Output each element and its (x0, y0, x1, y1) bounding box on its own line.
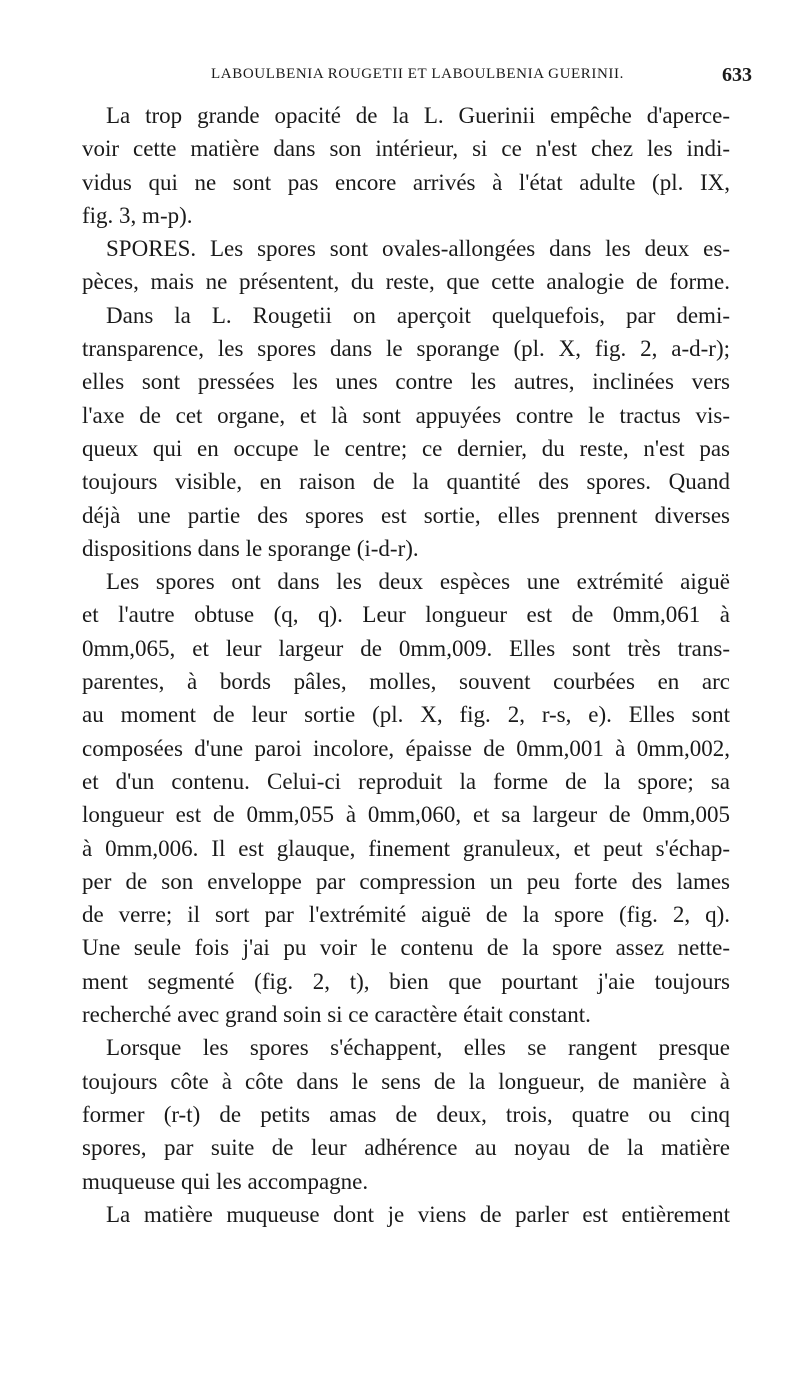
body-text (82, 99, 730, 1231)
text-line: queux qui en occupe le centre; ce dernier, du reste, n'est pas (82, 435, 730, 461)
text-line: toujours côte à côte dans le sens de la longueur, de manière à (82, 1068, 730, 1094)
text-line: recherché avec grand soin si ce caractère était constant. (82, 1002, 591, 1028)
text-line: voir cette matière dans son intérieur, si ce n'est chez les indi- (82, 136, 730, 162)
running-header: LABOULBENIA ROUGETII ET LABOULBENIA GUERINII. (211, 66, 624, 82)
text-line: toujours visible, en raison de la quantité des spores. Quand (82, 469, 730, 495)
text-line: et d'un contenu. Celui-ci reproduit la forme de la spore; sa (82, 768, 730, 794)
text-line: former (r-t) de petits amas de deux, trois, quatre ou cinq (82, 1101, 730, 1127)
text-line: spores, par suite de leur adhérence au noyau de la matière (82, 1135, 730, 1161)
text-line: longueur est de 0mm,055 à 0mm,060, et sa largeur de 0mm,005 (82, 802, 730, 828)
text-line: Les spores ont dans les deux espèces une extrémité aiguë (106, 569, 730, 595)
text-line: déjà une partie des spores est sortie, elles prennent diverses (82, 502, 730, 528)
text-line: Dans la L. Rougetii on aperçoit quelquefois, par demi- (106, 302, 730, 328)
text-line: elles sont pressées les unes contre les autres, inclinées vers (82, 369, 730, 395)
text-line: ment segmenté (fig. 2, t), bien que pourtant j'aie toujours (82, 968, 730, 994)
text-line: fig. 3, m-p). (82, 202, 193, 228)
text-line: de verre; il sort par l'extrémité aiguë de la spore (fig. 2, q). (82, 902, 730, 928)
text-line: Lorsque les spores s'échappent, elles se rangent presque (106, 1035, 730, 1061)
text-line: et l'autre obtuse (q, q). Leur longueur est de 0mm,061 à (82, 602, 730, 628)
text-line: dispositions dans le sporange (i-d-r). (82, 535, 419, 561)
text-line: 0mm,065, et leur largeur de 0mm,009. Elles sont très trans- (82, 635, 730, 661)
text-line: pèces, mais ne présentent, du reste, que cette analogie de forme. (82, 269, 730, 295)
page-number: 633 (722, 64, 752, 86)
text-line: au moment de leur sortie (pl. X, fig. 2, r-s, e). Elles sont (82, 702, 730, 728)
text-line: La trop grande opacité de la L. Guerinii empêche d'aperce- (106, 103, 730, 128)
text-line: muqueuse qui les accompagne. (82, 1168, 369, 1194)
text-line: per de son enveloppe par compression un peu forte des lames (82, 868, 730, 894)
text-line: parentes, à bords pâles, molles, souvent courbées en arc (82, 669, 730, 695)
text-line: SPORES. Les spores sont ovales-allongées dans les deux es- (106, 236, 730, 262)
text-line: composées d'une paroi incolore, épaisse de 0mm,001 à 0mm,002, (82, 735, 730, 761)
text-line: à 0mm,006. Il est glauque, finement granuleux, et peut s'échap- (82, 835, 730, 861)
text-line: transparence, les spores dans le sporange (pl. X, fig. 2, a-d-r); (82, 336, 730, 362)
text-line: La matière muqueuse dont je viens de parler est entièrement (106, 1201, 730, 1227)
text-line: Une seule fois j'ai pu voir le contenu de la spore assez nette- (82, 935, 730, 961)
text-line: vidus qui ne sont pas encore arrivés à l'état adulte (pl. IX, (82, 169, 730, 195)
text-line: l'axe de cet organe, et là sont appuyées contre le tractus vis- (82, 402, 730, 428)
